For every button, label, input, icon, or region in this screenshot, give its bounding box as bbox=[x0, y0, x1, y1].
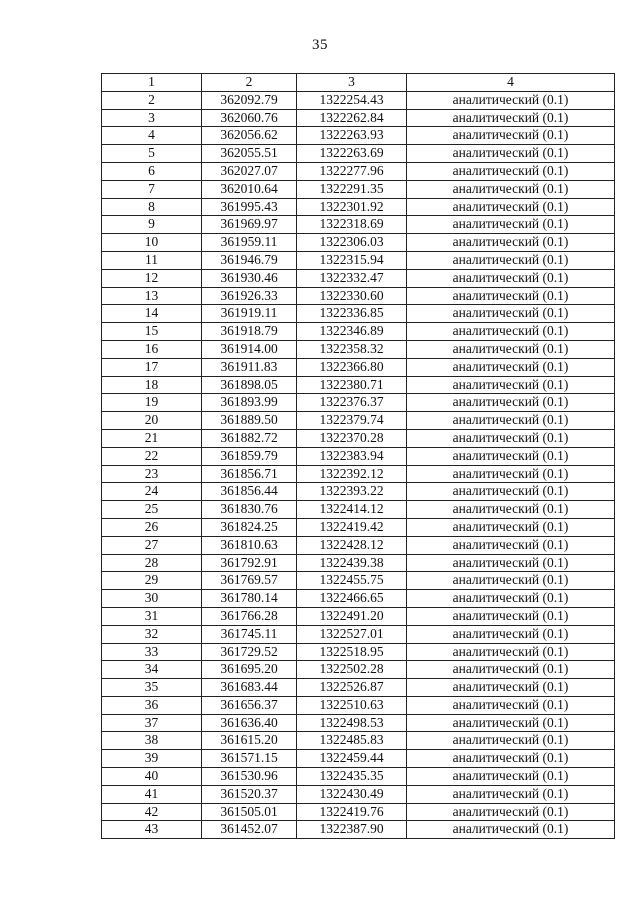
method-cell: аналитический (0.1) bbox=[407, 198, 615, 216]
method-cell: аналитический (0.1) bbox=[407, 661, 615, 679]
point-number-cell: 34 bbox=[102, 661, 202, 679]
point-number-cell: 9 bbox=[102, 216, 202, 234]
y-coordinate-cell: 1322379.74 bbox=[297, 412, 407, 430]
point-number-cell: 38 bbox=[102, 732, 202, 750]
y-coordinate-cell: 1322358.32 bbox=[297, 340, 407, 358]
table-row bbox=[102, 162, 615, 180]
method-cell: аналитический (0.1) bbox=[407, 127, 615, 145]
y-coordinate-cell: 1322330.60 bbox=[297, 287, 407, 305]
point-number-cell: 6 bbox=[102, 162, 202, 180]
method-cell: аналитический (0.1) bbox=[407, 625, 615, 643]
point-number-cell: 22 bbox=[102, 447, 202, 465]
method-cell: аналитический (0.1) bbox=[407, 643, 615, 661]
method-cell: аналитический (0.1) bbox=[407, 412, 615, 430]
table-row bbox=[102, 216, 615, 234]
table-row bbox=[102, 768, 615, 786]
method-cell: аналитический (0.1) bbox=[407, 696, 615, 714]
table-row bbox=[102, 625, 615, 643]
x-coordinate-cell: 361856.44 bbox=[202, 483, 297, 501]
table-row bbox=[102, 127, 615, 145]
x-coordinate-cell: 362055.51 bbox=[202, 145, 297, 163]
y-coordinate-cell: 1322419.76 bbox=[297, 803, 407, 821]
method-cell: аналитический (0.1) bbox=[407, 429, 615, 447]
method-cell: аналитический (0.1) bbox=[407, 572, 615, 590]
method-cell: аналитический (0.1) bbox=[407, 91, 615, 109]
table-row bbox=[102, 340, 615, 358]
point-number-cell: 23 bbox=[102, 465, 202, 483]
table-row bbox=[102, 661, 615, 679]
point-number-cell: 3 bbox=[102, 109, 202, 127]
table-row bbox=[102, 750, 615, 768]
table-row bbox=[102, 91, 615, 109]
point-number-cell: 17 bbox=[102, 358, 202, 376]
point-number-cell: 40 bbox=[102, 768, 202, 786]
table-row bbox=[102, 536, 615, 554]
method-cell: аналитический (0.1) bbox=[407, 483, 615, 501]
point-number-cell: 24 bbox=[102, 483, 202, 501]
method-cell: аналитический (0.1) bbox=[407, 109, 615, 127]
method-cell: аналитический (0.1) bbox=[407, 269, 615, 287]
point-number-cell: 14 bbox=[102, 305, 202, 323]
y-coordinate-cell: 1322301.92 bbox=[297, 198, 407, 216]
x-coordinate-cell: 361918.79 bbox=[202, 323, 297, 341]
y-coordinate-cell: 1322518.95 bbox=[297, 643, 407, 661]
y-coordinate-cell: 1322526.87 bbox=[297, 679, 407, 697]
x-coordinate-cell: 361911.83 bbox=[202, 358, 297, 376]
table-row bbox=[102, 269, 615, 287]
method-cell: аналитический (0.1) bbox=[407, 501, 615, 519]
x-coordinate-cell: 361830.76 bbox=[202, 501, 297, 519]
y-coordinate-cell: 1322262.84 bbox=[297, 109, 407, 127]
x-coordinate-cell: 361571.15 bbox=[202, 750, 297, 768]
y-coordinate-cell: 1322485.83 bbox=[297, 732, 407, 750]
y-coordinate-cell: 1322502.28 bbox=[297, 661, 407, 679]
point-number-cell: 26 bbox=[102, 518, 202, 536]
x-coordinate-cell: 361889.50 bbox=[202, 412, 297, 430]
table-header-row bbox=[102, 74, 615, 92]
method-cell: аналитический (0.1) bbox=[407, 394, 615, 412]
method-cell: аналитический (0.1) bbox=[407, 732, 615, 750]
method-cell: аналитический (0.1) bbox=[407, 714, 615, 732]
method-cell: аналитический (0.1) bbox=[407, 518, 615, 536]
x-coordinate-cell: 361926.33 bbox=[202, 287, 297, 305]
x-coordinate-cell: 362056.62 bbox=[202, 127, 297, 145]
method-cell: аналитический (0.1) bbox=[407, 679, 615, 697]
y-coordinate-cell: 1322336.85 bbox=[297, 305, 407, 323]
y-coordinate-cell: 1322383.94 bbox=[297, 447, 407, 465]
table-row bbox=[102, 145, 615, 163]
table-row bbox=[102, 572, 615, 590]
point-number-cell: 43 bbox=[102, 821, 202, 839]
x-coordinate-cell: 361766.28 bbox=[202, 607, 297, 625]
x-coordinate-cell: 361780.14 bbox=[202, 590, 297, 608]
y-coordinate-cell: 1322435.35 bbox=[297, 768, 407, 786]
method-cell: аналитический (0.1) bbox=[407, 180, 615, 198]
point-number-cell: 25 bbox=[102, 501, 202, 519]
x-coordinate-cell: 361824.25 bbox=[202, 518, 297, 536]
y-coordinate-cell: 1322387.90 bbox=[297, 821, 407, 839]
y-coordinate-cell: 1322254.43 bbox=[297, 91, 407, 109]
x-coordinate-cell: 361893.99 bbox=[202, 394, 297, 412]
point-number-cell: 29 bbox=[102, 572, 202, 590]
method-cell: аналитический (0.1) bbox=[407, 768, 615, 786]
table-row bbox=[102, 501, 615, 519]
point-number-cell: 19 bbox=[102, 394, 202, 412]
y-coordinate-cell: 1322527.01 bbox=[297, 625, 407, 643]
point-number-cell: 5 bbox=[102, 145, 202, 163]
method-cell: аналитический (0.1) bbox=[407, 607, 615, 625]
point-number-cell: 18 bbox=[102, 376, 202, 394]
y-coordinate-cell: 1322455.75 bbox=[297, 572, 407, 590]
method-cell: аналитический (0.1) bbox=[407, 447, 615, 465]
method-cell: аналитический (0.1) bbox=[407, 340, 615, 358]
table-row bbox=[102, 109, 615, 127]
x-coordinate-cell: 361859.79 bbox=[202, 447, 297, 465]
table-row bbox=[102, 234, 615, 252]
table-row bbox=[102, 305, 615, 323]
x-coordinate-cell: 361695.20 bbox=[202, 661, 297, 679]
table-row bbox=[102, 358, 615, 376]
y-coordinate-cell: 1322393.22 bbox=[297, 483, 407, 501]
point-number-cell: 10 bbox=[102, 234, 202, 252]
y-coordinate-cell: 1322466.65 bbox=[297, 590, 407, 608]
x-coordinate-cell: 361792.91 bbox=[202, 554, 297, 572]
y-coordinate-cell: 1322263.93 bbox=[297, 127, 407, 145]
method-cell: аналитический (0.1) bbox=[407, 216, 615, 234]
header-col-2: 2 bbox=[202, 74, 297, 92]
x-coordinate-cell: 361615.20 bbox=[202, 732, 297, 750]
x-coordinate-cell: 361656.37 bbox=[202, 696, 297, 714]
x-coordinate-cell: 361969.97 bbox=[202, 216, 297, 234]
method-cell: аналитический (0.1) bbox=[407, 536, 615, 554]
method-cell: аналитический (0.1) bbox=[407, 590, 615, 608]
point-number-cell: 15 bbox=[102, 323, 202, 341]
header-col-3: 3 bbox=[297, 74, 407, 92]
method-cell: аналитический (0.1) bbox=[407, 162, 615, 180]
coordinates-table bbox=[101, 73, 615, 839]
table-row bbox=[102, 198, 615, 216]
x-coordinate-cell: 361636.40 bbox=[202, 714, 297, 732]
x-coordinate-cell: 361856.71 bbox=[202, 465, 297, 483]
x-coordinate-cell: 361882.72 bbox=[202, 429, 297, 447]
x-coordinate-cell: 361769.57 bbox=[202, 572, 297, 590]
method-cell: аналитический (0.1) bbox=[407, 234, 615, 252]
header-col-1: 1 bbox=[102, 74, 202, 92]
method-cell: аналитический (0.1) bbox=[407, 750, 615, 768]
x-coordinate-cell: 361930.46 bbox=[202, 269, 297, 287]
y-coordinate-cell: 1322291.35 bbox=[297, 180, 407, 198]
table-row bbox=[102, 714, 615, 732]
page-number: 35 bbox=[312, 37, 328, 53]
method-cell: аналитический (0.1) bbox=[407, 305, 615, 323]
x-coordinate-cell: 361810.63 bbox=[202, 536, 297, 554]
x-coordinate-cell: 361914.00 bbox=[202, 340, 297, 358]
y-coordinate-cell: 1322392.12 bbox=[297, 465, 407, 483]
y-coordinate-cell: 1322376.37 bbox=[297, 394, 407, 412]
y-coordinate-cell: 1322459.44 bbox=[297, 750, 407, 768]
x-coordinate-cell: 361530.96 bbox=[202, 768, 297, 786]
table-row bbox=[102, 323, 615, 341]
method-cell: аналитический (0.1) bbox=[407, 803, 615, 821]
point-number-cell: 31 bbox=[102, 607, 202, 625]
table-row bbox=[102, 785, 615, 803]
y-coordinate-cell: 1322277.96 bbox=[297, 162, 407, 180]
table-row bbox=[102, 429, 615, 447]
table-row bbox=[102, 447, 615, 465]
table-row bbox=[102, 376, 615, 394]
y-coordinate-cell: 1322332.47 bbox=[297, 269, 407, 287]
y-coordinate-cell: 1322414.12 bbox=[297, 501, 407, 519]
y-coordinate-cell: 1322306.03 bbox=[297, 234, 407, 252]
header-col-4: 4 bbox=[407, 74, 615, 92]
table-row bbox=[102, 483, 615, 501]
x-coordinate-cell: 361959.11 bbox=[202, 234, 297, 252]
y-coordinate-cell: 1322263.69 bbox=[297, 145, 407, 163]
x-coordinate-cell: 361729.52 bbox=[202, 643, 297, 661]
y-coordinate-cell: 1322491.20 bbox=[297, 607, 407, 625]
point-number-cell: 28 bbox=[102, 554, 202, 572]
table-row bbox=[102, 732, 615, 750]
table-row bbox=[102, 643, 615, 661]
table-row bbox=[102, 607, 615, 625]
y-coordinate-cell: 1322318.69 bbox=[297, 216, 407, 234]
x-coordinate-cell: 362027.07 bbox=[202, 162, 297, 180]
point-number-cell: 12 bbox=[102, 269, 202, 287]
point-number-cell: 33 bbox=[102, 643, 202, 661]
method-cell: аналитический (0.1) bbox=[407, 358, 615, 376]
point-number-cell: 8 bbox=[102, 198, 202, 216]
table-row bbox=[102, 679, 615, 697]
point-number-cell: 13 bbox=[102, 287, 202, 305]
x-coordinate-cell: 361995.43 bbox=[202, 198, 297, 216]
table-row bbox=[102, 821, 615, 839]
method-cell: аналитический (0.1) bbox=[407, 554, 615, 572]
x-coordinate-cell: 361946.79 bbox=[202, 251, 297, 269]
point-number-cell: 2 bbox=[102, 91, 202, 109]
point-number-cell: 16 bbox=[102, 340, 202, 358]
method-cell: аналитический (0.1) bbox=[407, 145, 615, 163]
method-cell: аналитический (0.1) bbox=[407, 376, 615, 394]
y-coordinate-cell: 1322510.63 bbox=[297, 696, 407, 714]
table-row bbox=[102, 180, 615, 198]
method-cell: аналитический (0.1) bbox=[407, 323, 615, 341]
y-coordinate-cell: 1322380.71 bbox=[297, 376, 407, 394]
y-coordinate-cell: 1322370.28 bbox=[297, 429, 407, 447]
x-coordinate-cell: 361520.37 bbox=[202, 785, 297, 803]
point-number-cell: 36 bbox=[102, 696, 202, 714]
point-number-cell: 30 bbox=[102, 590, 202, 608]
x-coordinate-cell: 361505.01 bbox=[202, 803, 297, 821]
y-coordinate-cell: 1322428.12 bbox=[297, 536, 407, 554]
y-coordinate-cell: 1322439.38 bbox=[297, 554, 407, 572]
y-coordinate-cell: 1322419.42 bbox=[297, 518, 407, 536]
point-number-cell: 37 bbox=[102, 714, 202, 732]
x-coordinate-cell: 362010.64 bbox=[202, 180, 297, 198]
method-cell: аналитический (0.1) bbox=[407, 821, 615, 839]
point-number-cell: 21 bbox=[102, 429, 202, 447]
method-cell: аналитический (0.1) bbox=[407, 251, 615, 269]
x-coordinate-cell: 362092.79 bbox=[202, 91, 297, 109]
point-number-cell: 4 bbox=[102, 127, 202, 145]
y-coordinate-cell: 1322498.53 bbox=[297, 714, 407, 732]
method-cell: аналитический (0.1) bbox=[407, 287, 615, 305]
point-number-cell: 27 bbox=[102, 536, 202, 554]
x-coordinate-cell: 361452.07 bbox=[202, 821, 297, 839]
y-coordinate-cell: 1322430.49 bbox=[297, 785, 407, 803]
table-row bbox=[102, 518, 615, 536]
table-row bbox=[102, 696, 615, 714]
x-coordinate-cell: 361919.11 bbox=[202, 305, 297, 323]
point-number-cell: 41 bbox=[102, 785, 202, 803]
point-number-cell: 39 bbox=[102, 750, 202, 768]
point-number-cell: 42 bbox=[102, 803, 202, 821]
y-coordinate-cell: 1322346.89 bbox=[297, 323, 407, 341]
table-row bbox=[102, 465, 615, 483]
table-body bbox=[102, 91, 615, 838]
x-coordinate-cell: 361898.05 bbox=[202, 376, 297, 394]
point-number-cell: 20 bbox=[102, 412, 202, 430]
x-coordinate-cell: 361745.11 bbox=[202, 625, 297, 643]
table-row bbox=[102, 803, 615, 821]
table-row bbox=[102, 251, 615, 269]
table-row bbox=[102, 554, 615, 572]
point-number-cell: 7 bbox=[102, 180, 202, 198]
point-number-cell: 32 bbox=[102, 625, 202, 643]
table-row bbox=[102, 394, 615, 412]
table-row bbox=[102, 590, 615, 608]
y-coordinate-cell: 1322315.94 bbox=[297, 251, 407, 269]
x-coordinate-cell: 361683.44 bbox=[202, 679, 297, 697]
y-coordinate-cell: 1322366.80 bbox=[297, 358, 407, 376]
x-coordinate-cell: 362060.76 bbox=[202, 109, 297, 127]
point-number-cell: 35 bbox=[102, 679, 202, 697]
method-cell: аналитический (0.1) bbox=[407, 785, 615, 803]
table-row bbox=[102, 287, 615, 305]
point-number-cell: 11 bbox=[102, 251, 202, 269]
table-row bbox=[102, 412, 615, 430]
method-cell: аналитический (0.1) bbox=[407, 465, 615, 483]
